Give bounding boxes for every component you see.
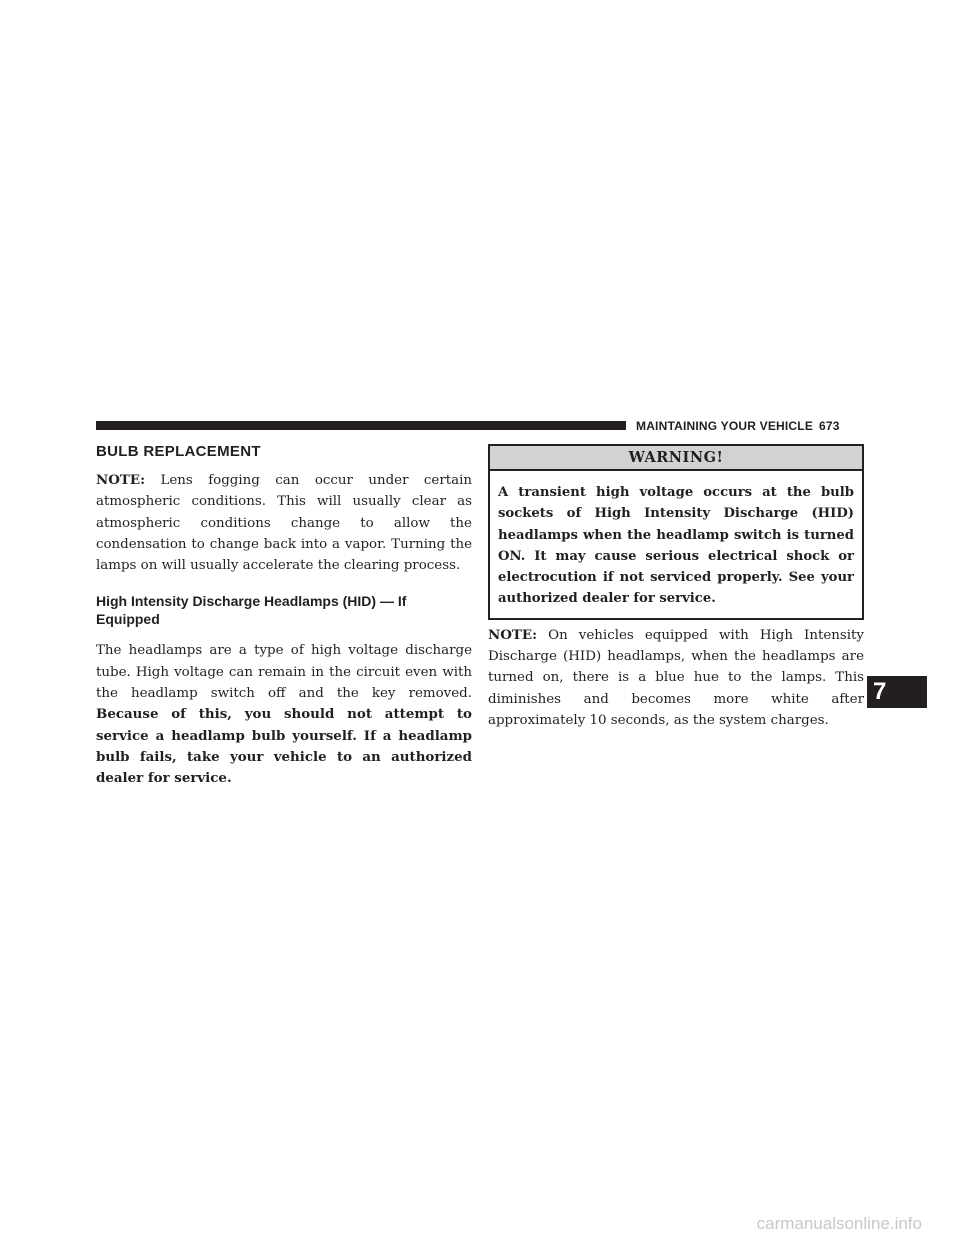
note-text: On vehicles equipped with High Intensity Discharge (HID) headlamps, when the headlamps are turned on, there is a blue hue to the lamps. This diminishes and becomes more white after approximately 10 seconds, as the system charges. <box>488 627 864 728</box>
note-text: Lens fogging can occur under certain atmospheric conditions. This will usually clear as atmospheric conditions change to allow the condensation to change back into a vapor. Turning the lamps on will usually accelerate the clearing process. <box>96 473 472 574</box>
left-column <box>96 442 472 790</box>
right-column <box>488 444 864 731</box>
section-heading: BULB REPLACEMENT <box>96 443 261 460</box>
chapter-tab: 7 <box>867 676 927 708</box>
watermark: carmanualsonline.info <box>756 1214 922 1233</box>
running-header <box>636 418 840 434</box>
hid-text: The headlamps are a type of high voltage discharge tube. High voltage can remain in the circuit even with the headlamp switch off and the key removed. <box>96 643 472 702</box>
note-label: NOTE: <box>96 472 146 488</box>
section-title: MAINTAINING YOUR VEHICLE <box>636 419 814 433</box>
header-rule <box>96 421 626 430</box>
warning-title: WARNING! <box>490 446 862 471</box>
hid-note <box>488 625 864 731</box>
bulb-note <box>96 470 472 576</box>
hid-paragraph <box>96 640 472 789</box>
hid-subheading: High Intensity Discharge Headlamps (HID) — If Equipped <box>96 593 407 628</box>
hid-bold-text: Because of this, you should not attempt to service a headlamp bulb yourself. If a headlamp bulb fails, take your vehicle to an authorized dealer for service. <box>96 706 472 787</box>
warning-box <box>488 444 864 620</box>
note-label: NOTE: <box>488 626 538 643</box>
page-number: 673 <box>819 419 840 433</box>
warning-body: A transient high voltage occurs at the bulb sockets of High Intensity Discharge (HID) headlamps when the headlamp switch is turned ON. It may cause serious electrical shock or electrocution if not serviced properly. See your authorized dealer for service. <box>498 485 854 607</box>
